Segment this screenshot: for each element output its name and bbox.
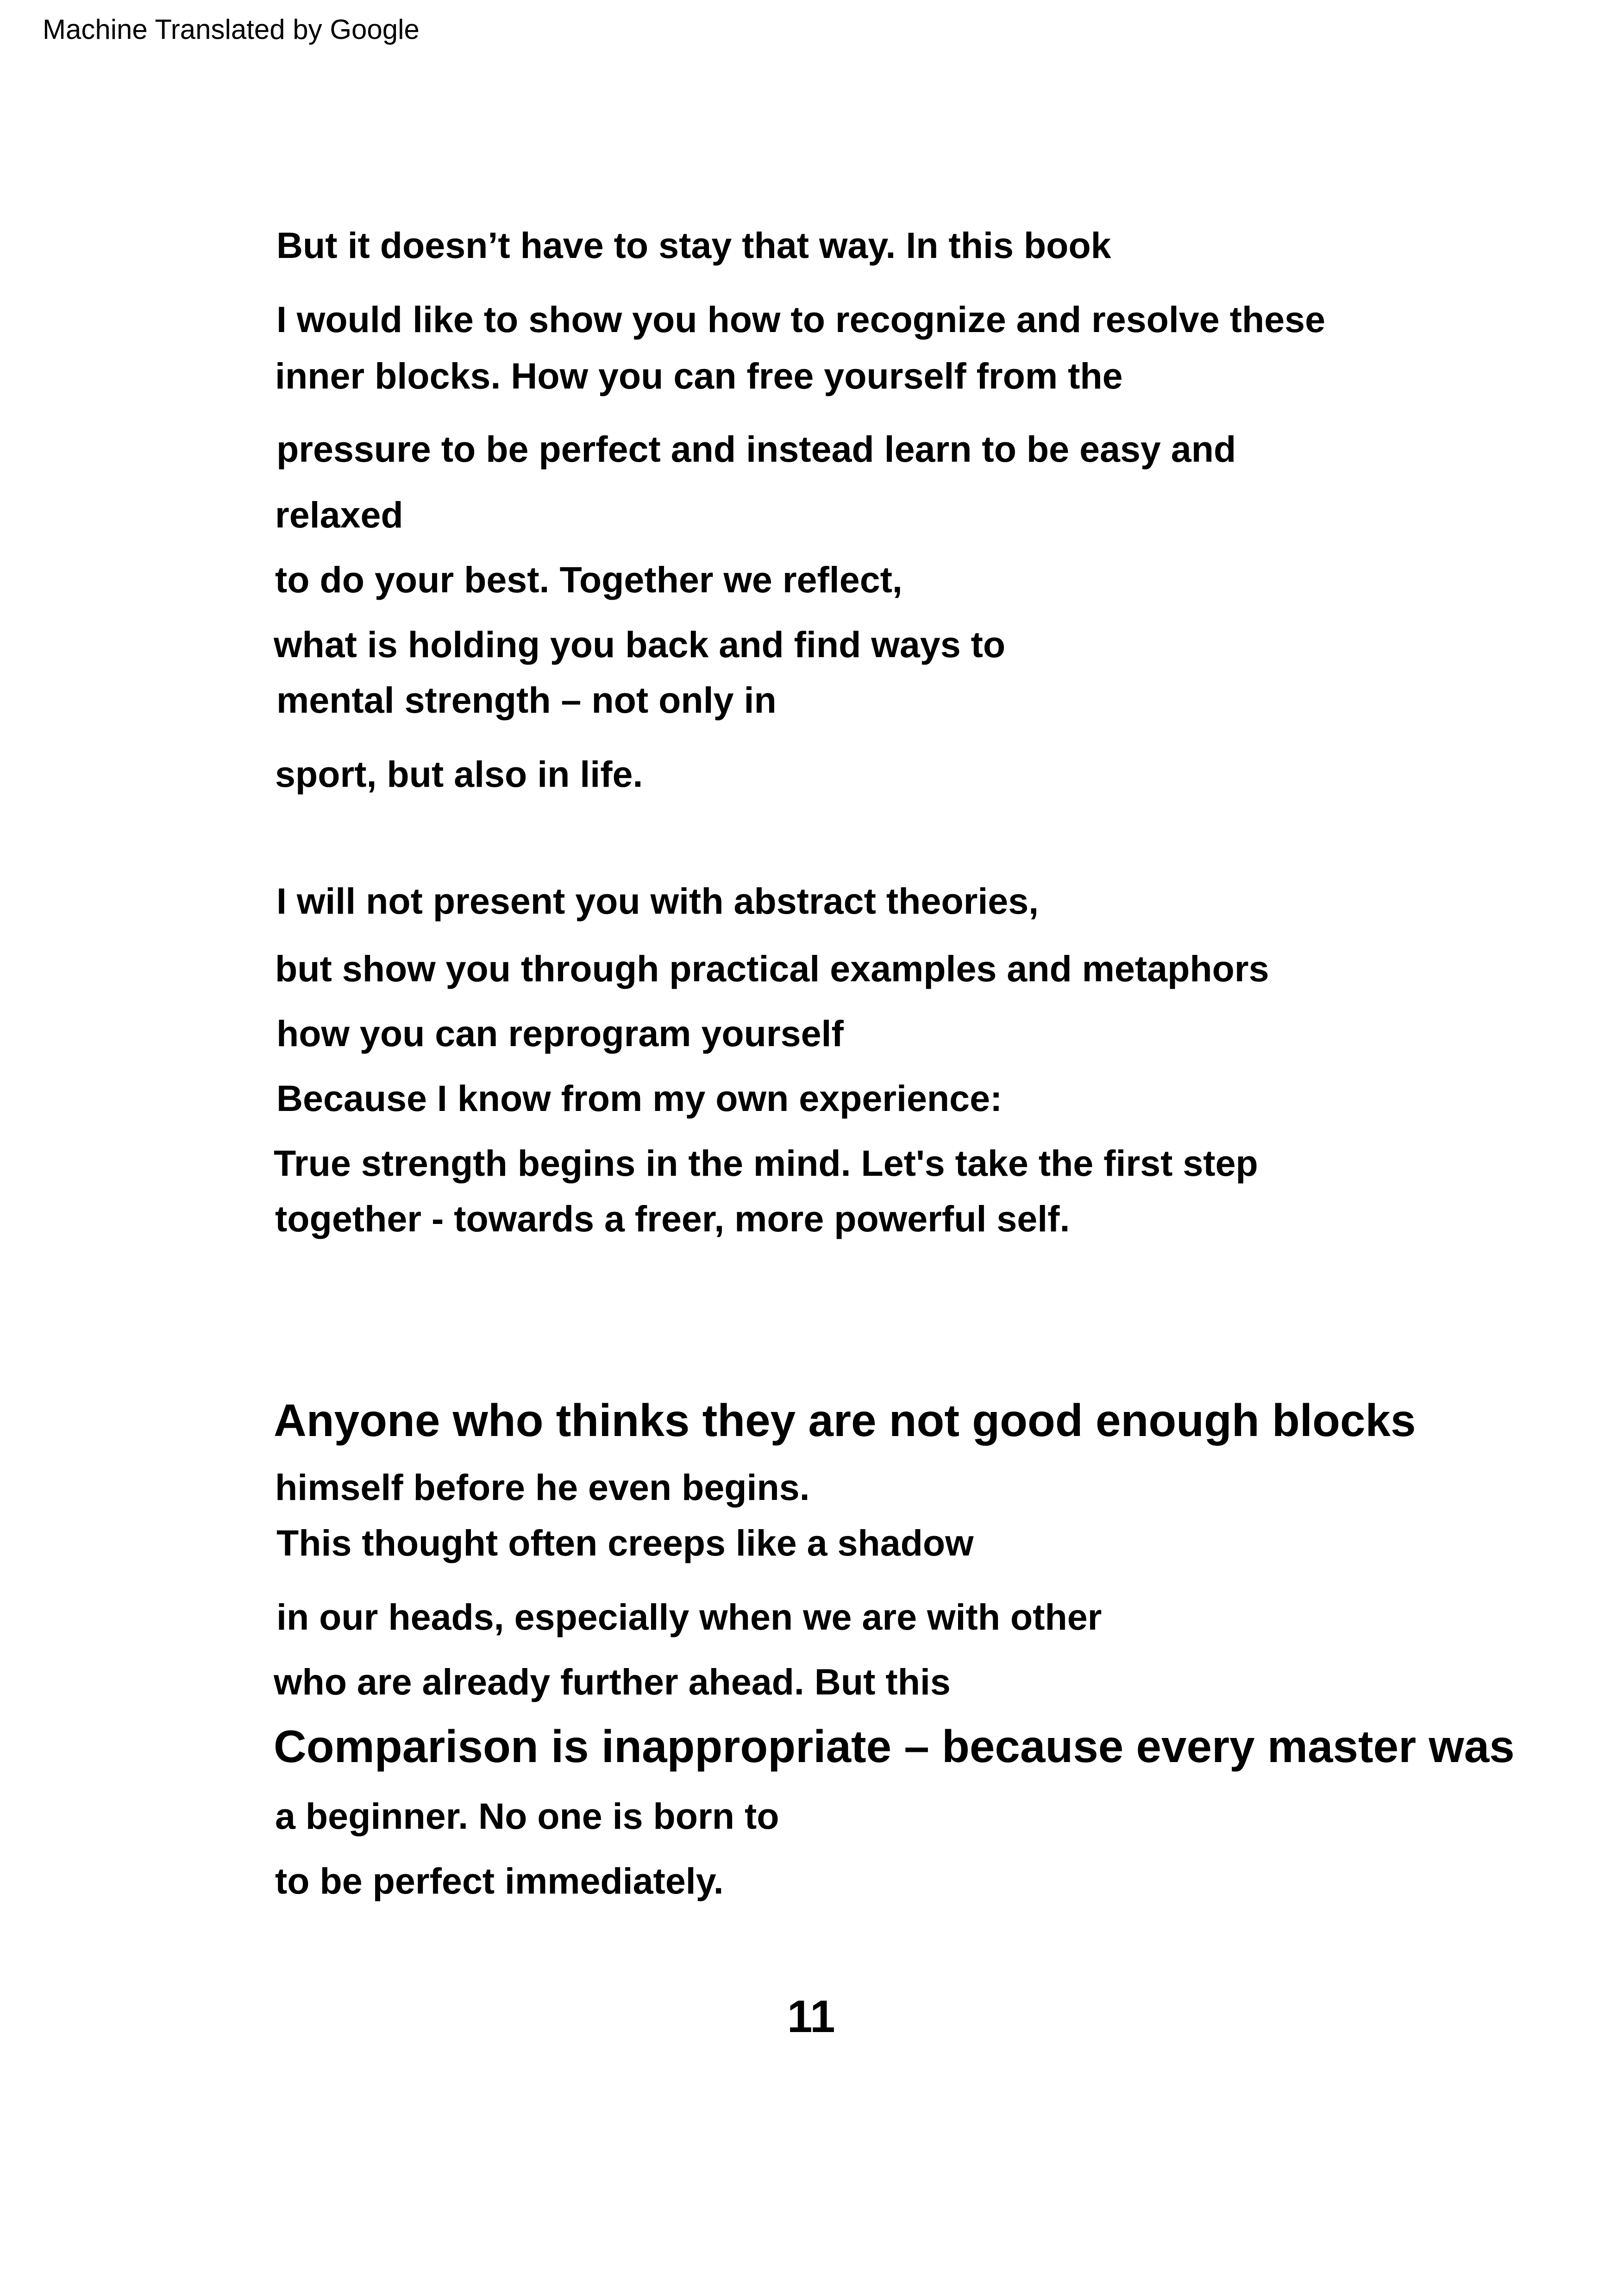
machine-translation-notice: Machine Translated by Google	[43, 14, 420, 45]
text-line: Comparison is inappropriate – because every master was	[274, 1721, 1515, 1772]
text-line: This thought often creeps like a shadow	[276, 1522, 974, 1563]
text-line: to be perfect immediately.	[275, 1860, 724, 1901]
text-line: True strength begins in the mind. Let's take the first step	[274, 1142, 1258, 1184]
text-line: mental strength – not only in	[276, 679, 777, 721]
text-line: how you can reprogram yourself	[276, 1013, 844, 1054]
page-number: 11	[787, 1991, 835, 2042]
text-line: what is holding you back and find ways to	[274, 624, 1006, 665]
text-line: But it doesn’t have to stay that way. In this book	[276, 225, 1111, 266]
text-line: pressure to be perfect and instead learn to be easy and	[276, 428, 1236, 470]
text-line: sport, but also in life.	[275, 753, 643, 795]
text-line: together - towards a freer, more powerful self.	[275, 1198, 1070, 1239]
text-line: himself before he even begins.	[275, 1467, 810, 1508]
text-line: inner blocks. How you can free yourself from the	[275, 355, 1123, 396]
text-line: I would like to show you how to recognize and resolve these	[276, 299, 1326, 340]
text-line: but show you through practical examples and metaphors	[275, 948, 1269, 989]
text-line: relaxed	[275, 494, 403, 535]
text-line: Because I know from my own experience:	[276, 1078, 1003, 1119]
text-line: Anyone who thinks they are not good enough blocks	[274, 1395, 1416, 1446]
text-line: to do your best. Together we reflect,	[275, 559, 903, 600]
text-line: a beginner. No one is born to	[275, 1795, 779, 1837]
text-line: in our heads, especially when we are with other	[276, 1596, 1102, 1637]
text-line: I will not present you with abstract theories,	[276, 880, 1039, 922]
text-line: who are already further ahead. But this	[274, 1661, 951, 1702]
